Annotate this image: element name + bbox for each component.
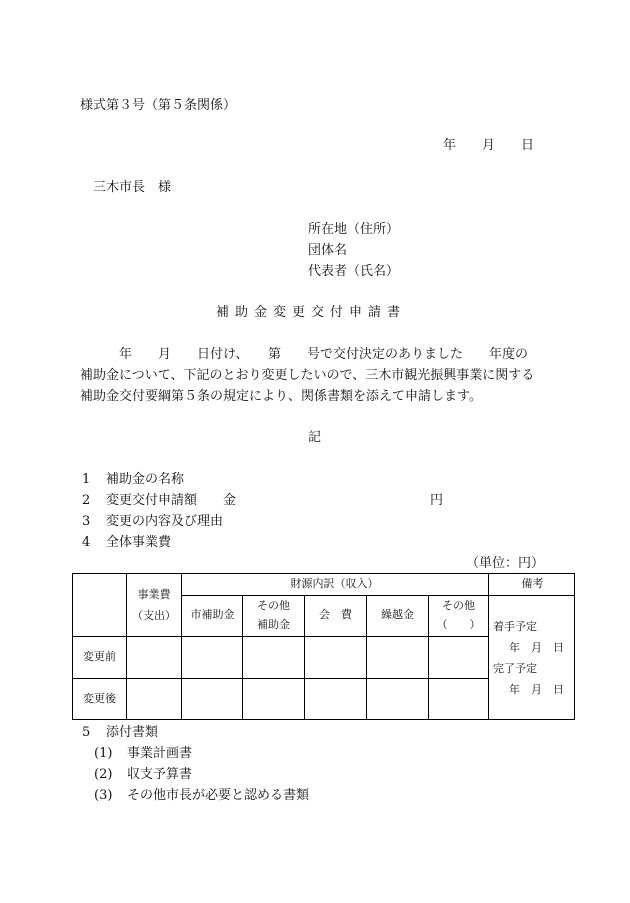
row-henkogo: 変更後 xyxy=(83,692,116,705)
attachment-3-num: (3) xyxy=(94,788,113,803)
col-sonota2a: その他 xyxy=(442,599,475,612)
applicant-org: 団体名 xyxy=(308,243,348,258)
col-shishutsu: （支出） xyxy=(132,609,176,622)
col-jigyohi: 事業費 xyxy=(137,588,171,601)
attachment-2-text: 収支予算書 xyxy=(127,767,193,782)
budget-table xyxy=(72,573,575,720)
attachment-3-text: その他市長が必要と認める書類 xyxy=(127,788,310,803)
row-henkomae: 変更前 xyxy=(83,650,116,663)
item-4-text: 全体事業費 xyxy=(106,535,172,550)
yen-label: 円 xyxy=(430,493,444,508)
addressee: 三木市長 様 xyxy=(93,180,172,195)
applicant-address: 所在地（住所） xyxy=(308,222,400,237)
item-5-text: 添付書類 xyxy=(106,725,159,740)
biko-date-1: 年 月 日 xyxy=(509,641,564,654)
biko-date-2: 年 月 日 xyxy=(509,683,564,696)
applicant-rep: 代表者（氏名） xyxy=(308,264,400,279)
form-label: 様式第３号（第５条関係） xyxy=(80,98,237,113)
item-4-num: 4 xyxy=(82,535,91,550)
col-sonota2b: （ ） xyxy=(436,618,481,631)
col-biko: 備考 xyxy=(521,577,544,590)
col-kurikoshi: 繰越金 xyxy=(381,608,414,621)
item-3-text: 変更の内容及び理由 xyxy=(106,514,224,529)
col-zaigen: 財源内訳（収入） xyxy=(290,577,379,590)
item-1-num: 1 xyxy=(82,472,91,487)
attachment-2-num: (2) xyxy=(94,767,113,782)
body-line-3: 補助金交付要綱第５条の規定により、関係書類を添えて申請します。 xyxy=(80,389,482,404)
item-5-num: 5 xyxy=(82,725,91,740)
unit-label: （単位：円） xyxy=(466,556,545,571)
biko-chakushu: 着手予定 xyxy=(493,620,537,633)
item-1-text: 補助金の名称 xyxy=(106,472,185,487)
document-title: 補助金変更交付申請書 xyxy=(216,305,407,320)
attachment-1-num: (1) xyxy=(94,746,113,761)
biko-kanryo: 完了予定 xyxy=(493,662,537,675)
col-shihojokin: 市補助金 xyxy=(190,608,235,621)
attachment-1-text: 事業計画書 xyxy=(127,746,193,761)
body-line-1: 年 月 日付け、 第 号で交付決定のありました 年度の xyxy=(80,347,528,362)
ki-label: 記 xyxy=(308,430,322,445)
body-line-2: 補助金について、下記のとおり変更したいので、三木市観光振興事業に関する xyxy=(80,368,535,383)
item-2-num: 2 xyxy=(82,493,91,508)
col-sonota1a: その他 xyxy=(257,599,290,612)
item-3-num: 3 xyxy=(82,514,91,529)
col-kaihi: 会 費 xyxy=(319,608,352,621)
date-line: 年 月 日 xyxy=(443,138,535,153)
item-2-text: 変更交付申請額 金 xyxy=(106,493,237,508)
col-sonota1b: 補助金 xyxy=(257,618,290,631)
